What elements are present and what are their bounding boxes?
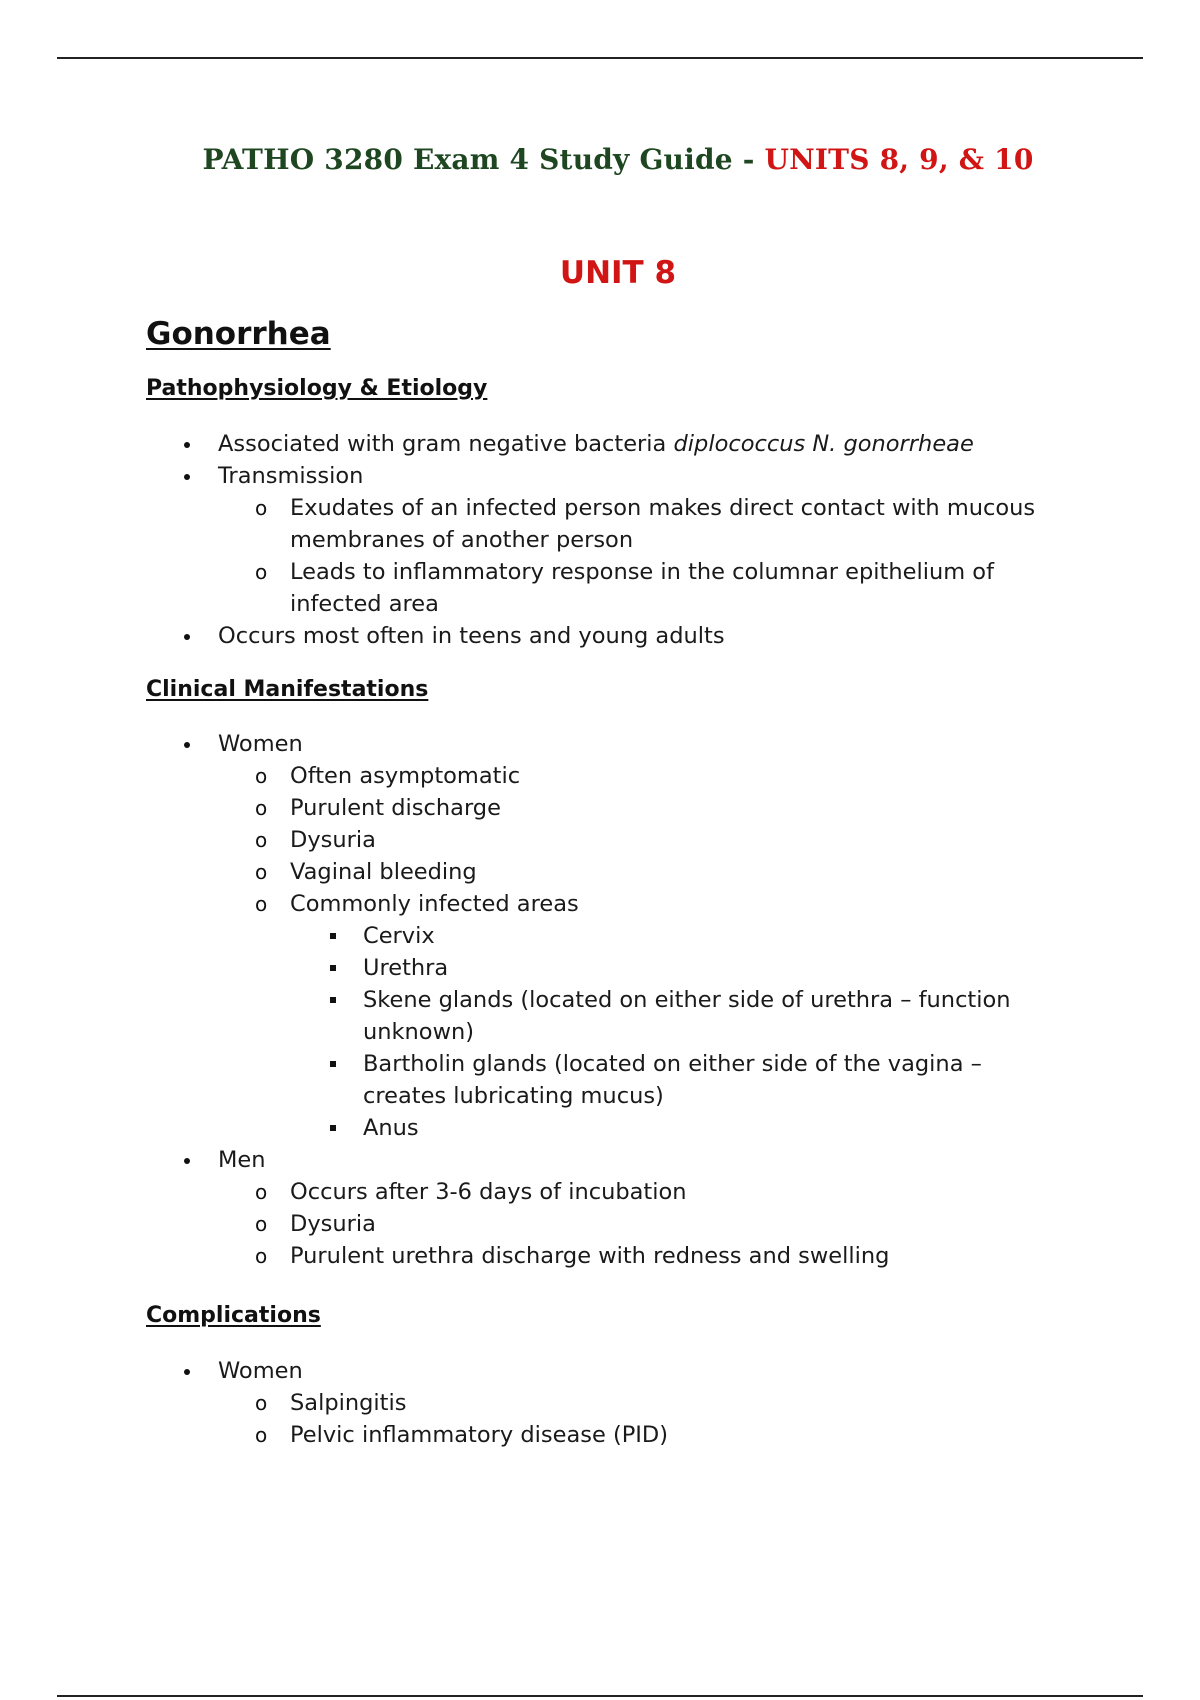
bullet-disc-icon: [184, 742, 190, 748]
bullet-circle-icon: o: [255, 1180, 268, 1204]
list-item: [0, 556, 1200, 620]
section-heading-complications: Complications: [146, 1303, 321, 1328]
list-item-text: Women: [218, 1358, 303, 1384]
pathophysiology-list: [0, 428, 1200, 652]
list-item: [0, 792, 1200, 824]
bottom-rule: [57, 1695, 1143, 1697]
list-item-italic-text: diplococcus N. gonorrheae: [673, 431, 974, 457]
topic-heading: Gonorrhea: [146, 316, 331, 352]
bullet-disc-icon: [184, 1369, 190, 1375]
list-item-text: Leads to inflammatory response in the columnar epithelium of infected area: [290, 559, 994, 617]
list-item-text: Women: [218, 731, 303, 757]
bullet-disc-icon: [184, 442, 190, 448]
list-item-text: Occurs most often in teens and young adults: [218, 623, 725, 649]
list-item: [0, 1112, 1200, 1144]
list-item: [0, 952, 1200, 984]
complications-list: [0, 1355, 1200, 1451]
bullet-circle-icon: o: [255, 1212, 268, 1236]
bullet-circle-icon: o: [255, 860, 268, 884]
list-item-text: Pelvic inflammatory disease (PID): [290, 1422, 669, 1448]
list-item: [0, 428, 1200, 460]
list-item: [0, 920, 1200, 952]
bullet-circle-icon: o: [255, 1391, 268, 1415]
list-item: [0, 1240, 1200, 1272]
bullet-disc-icon: [184, 474, 190, 480]
list-item-text: Anus: [363, 1115, 419, 1141]
list-item: [0, 620, 1200, 652]
bullet-square-icon: [330, 965, 336, 971]
list-item: [0, 824, 1200, 856]
section-heading-clinical-manifestations: Clinical Manifestations: [146, 677, 429, 702]
section-heading-pathophysiology: Pathophysiology & Etiology: [146, 376, 488, 401]
bullet-square-icon: [330, 933, 336, 939]
bullet-square-icon: [330, 1061, 336, 1067]
list-item: [0, 1176, 1200, 1208]
list-item-text: Purulent discharge: [290, 795, 501, 821]
bullet-circle-icon: o: [255, 892, 268, 916]
list-item: [0, 1144, 1200, 1176]
unit-heading: UNIT 8: [559, 255, 677, 291]
list-item: [0, 728, 1200, 760]
list-item-text: Dysuria: [290, 827, 376, 853]
document-title: [0, 143, 1200, 176]
document-title-main: PATHO 3280 Exam 4 Study Guide -: [202, 143, 765, 176]
list-item-text: Transmission: [218, 463, 364, 489]
bullet-circle-icon: o: [255, 828, 268, 852]
document-title-units: UNITS 8, 9, & 10: [764, 143, 1034, 176]
bullet-disc-icon: [184, 1158, 190, 1164]
list-item: [0, 1048, 1200, 1112]
list-item-text: Purulent urethra discharge with redness and swelling: [290, 1243, 890, 1269]
list-item-text: Bartholin glands (located on either side of the vagina – creates lubricating mucus): [363, 1051, 982, 1109]
list-item-text: Vaginal bleeding: [290, 859, 477, 885]
bullet-square-icon: [330, 997, 336, 1003]
list-item-text: Men: [218, 1147, 266, 1173]
list-item: [0, 760, 1200, 792]
list-item: [0, 492, 1200, 556]
list-item: [0, 888, 1200, 920]
list-item-text: Occurs after 3-6 days of incubation: [290, 1179, 687, 1205]
list-item-text: Urethra: [363, 955, 449, 981]
bullet-circle-icon: o: [255, 796, 268, 820]
list-item-text: Cervix: [363, 923, 435, 949]
list-item-text: Skene glands (located on either side of urethra – function unknown): [363, 987, 1011, 1045]
top-rule: [57, 57, 1143, 59]
list-item: [0, 1419, 1200, 1451]
list-item-text: Associated with gram negative bacteria: [218, 431, 674, 457]
bullet-disc-icon: [184, 634, 190, 640]
bullet-square-icon: [330, 1125, 336, 1131]
list-item: [0, 1355, 1200, 1387]
list-item: [0, 984, 1200, 1048]
clinical-manifestations-list: [0, 728, 1200, 1272]
list-item-text: Often asymptomatic: [290, 763, 521, 789]
list-item: [0, 856, 1200, 888]
bullet-circle-icon: o: [255, 764, 268, 788]
list-item-text: Salpingitis: [290, 1390, 407, 1416]
bullet-circle-icon: o: [255, 496, 268, 520]
list-item: [0, 1208, 1200, 1240]
bullet-circle-icon: o: [255, 1423, 268, 1447]
list-item: [0, 460, 1200, 492]
list-item-text: Commonly infected areas: [290, 891, 579, 917]
list-item-text: Dysuria: [290, 1211, 376, 1237]
list-item-text: Exudates of an infected person makes direct contact with mucous membranes of another person: [290, 495, 1036, 553]
list-item: [0, 1387, 1200, 1419]
bullet-circle-icon: o: [255, 1244, 268, 1268]
bullet-circle-icon: o: [255, 560, 268, 584]
